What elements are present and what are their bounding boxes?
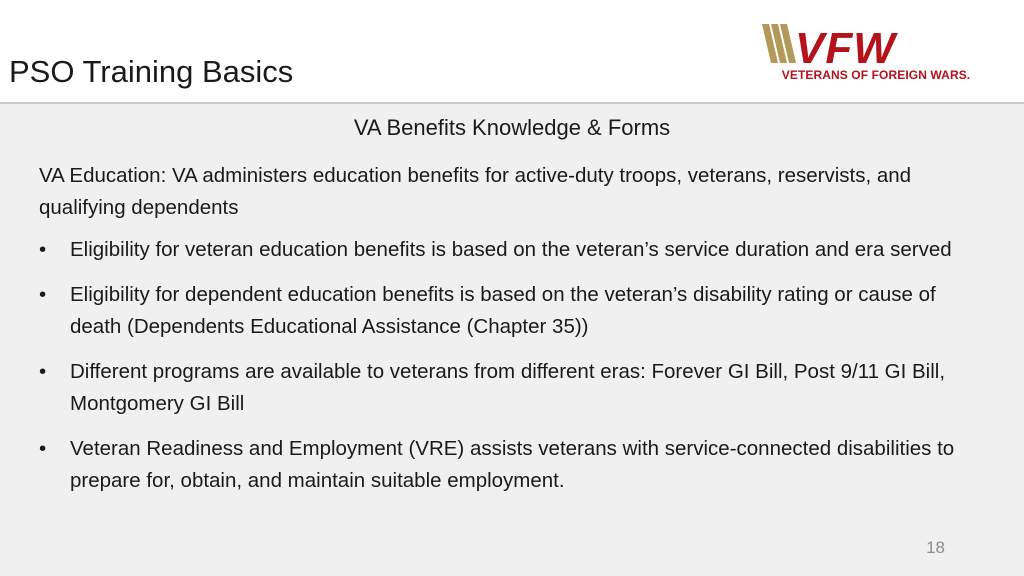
bullet-text: Eligibility for veteran education benefits is based on the veteran’s service duration and era served (70, 238, 952, 261)
intro-text: VA Education: VA administers education benefits for active-duty troops, veterans, reservists, and qualifying dependents (39, 164, 912, 219)
bullet-icon: • (39, 360, 47, 383)
bullet-item (39, 433, 969, 497)
page-number: 18 (926, 538, 945, 557)
slide-header (0, 0, 1024, 102)
bullet-icon: • (39, 283, 47, 306)
svg-text:VFW: VFW (795, 24, 896, 73)
bullet-text: Veteran Readiness and Employment (VRE) assists veterans with service-connected disabilities to prepare for, obtain, and maintain suitable employment. (70, 437, 955, 492)
bullet-item (39, 234, 969, 266)
bullet-text: Eligibility for dependent education benefits is based on the veteran’s disability rating or cause of death (Dependents Educational Assistance (Chapter 35)) (70, 283, 936, 338)
bullet-icon: • (39, 437, 47, 460)
bullet-text: Different programs are available to veterans from different eras: Forever GI Bill, Post 9/11 GI Bill, Montgomery GI Bill (70, 360, 946, 415)
header-divider (0, 102, 1024, 104)
bullet-item (39, 356, 969, 420)
bullet-item (39, 279, 969, 343)
slide-content (39, 160, 969, 510)
slide-subtitle: VA Benefits Knowledge & Forms (353, 115, 671, 140)
slide-title: PSO Training Basics (9, 54, 294, 89)
vfw-logo-tagline: VETERANS OF FOREIGN WARS. (781, 68, 971, 82)
bullet-icon: • (39, 238, 47, 261)
